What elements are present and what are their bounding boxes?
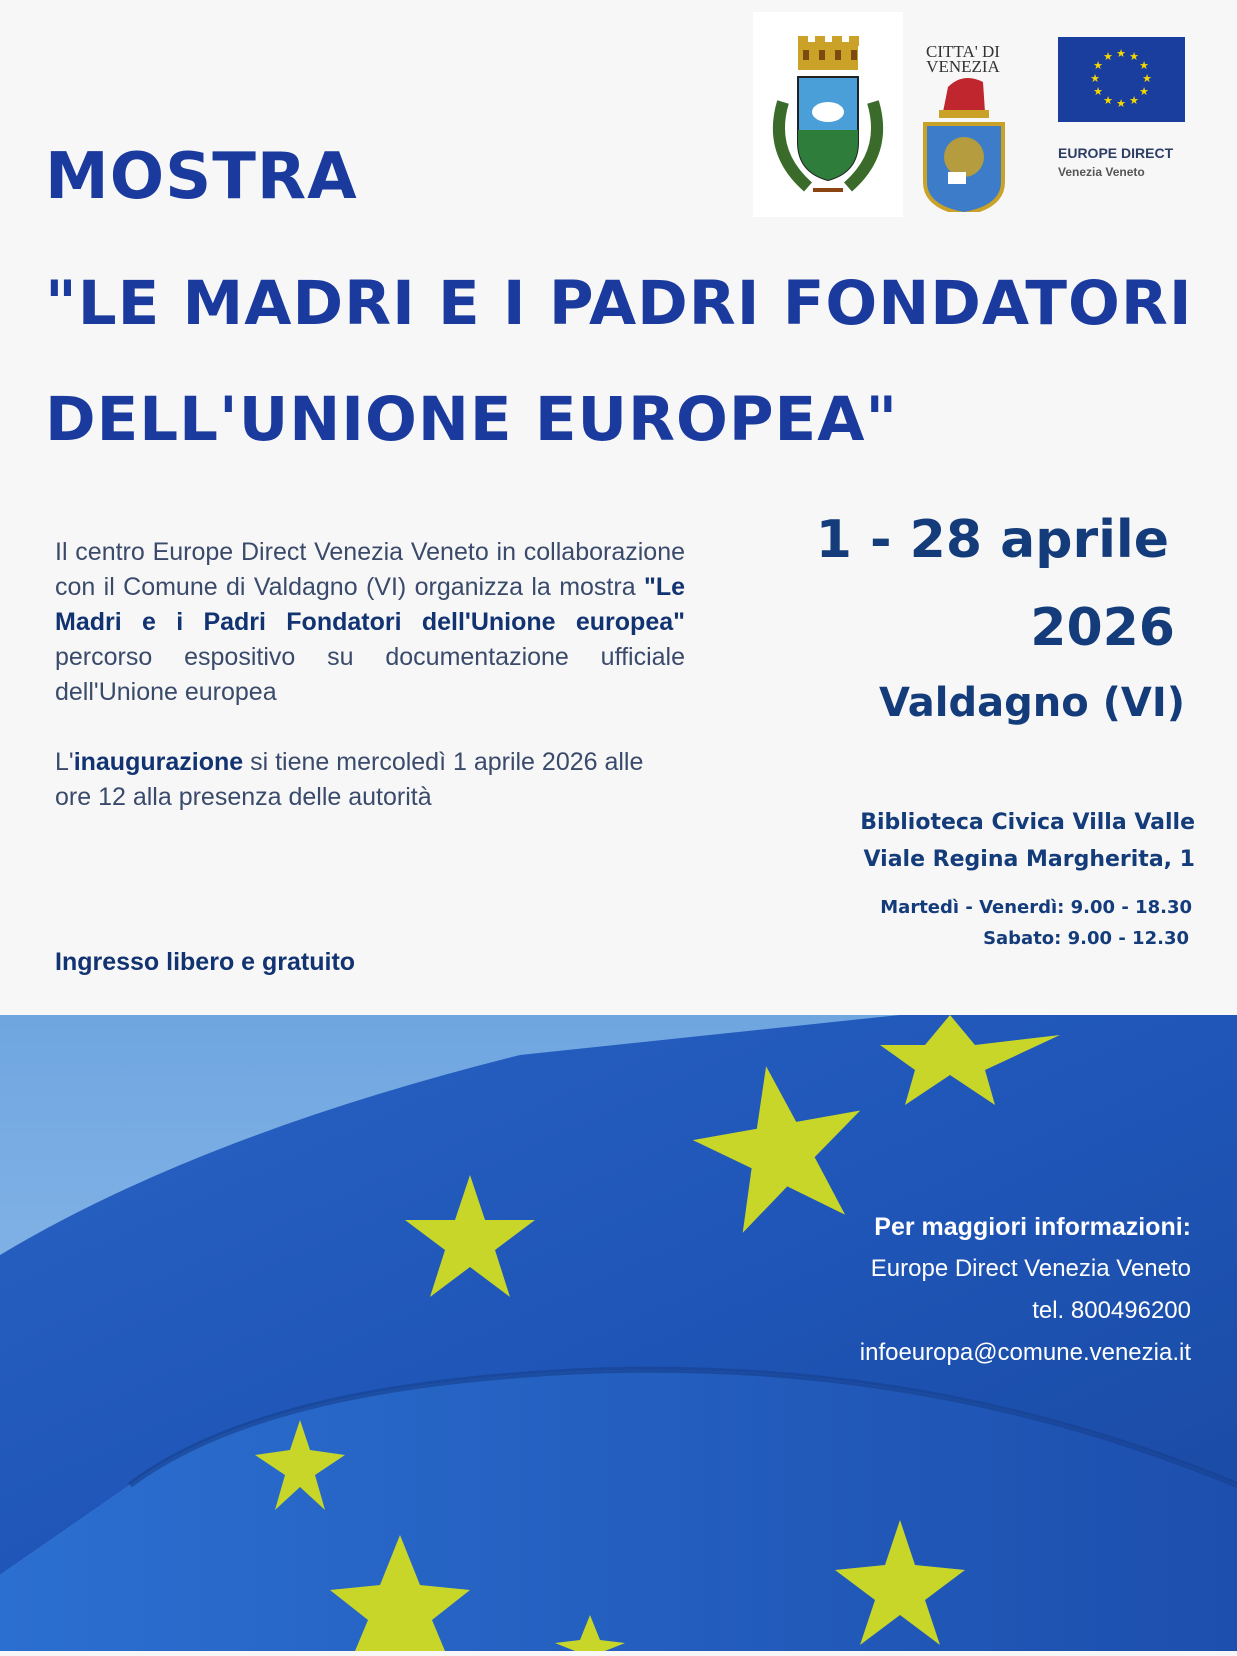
title-line-3: DELL'UNIONE EUROPEA" <box>45 384 899 455</box>
venezia-logo-text: CITTA' DI VENEZIA <box>926 42 1000 76</box>
venue-address: Viale Regina Margherita, 1 <box>863 847 1195 872</box>
hours-saturday: Sabato: 9.00 - 12.30 <box>983 928 1189 949</box>
description-exhibit-title: "Le Madri e i Padri Fondatori dell'Unione europea" <box>55 573 685 636</box>
valdagno-coat-of-arms-logo <box>753 12 903 217</box>
entry-info: Ingresso libero e gratuito <box>55 948 356 976</box>
europe-direct-name: EUROPE DIRECT <box>1058 145 1174 161</box>
inauguration-paragraph <box>55 745 685 815</box>
info-heading: Per maggiori informazioni: <box>874 1213 1191 1241</box>
hours-weekdays: Martedì - Venerdì: 9.00 - 18.30 <box>880 897 1192 918</box>
event-place: Valdagno (VI) <box>878 680 1185 726</box>
description-text-1: Il centro Europe Direct Venezia Veneto in collaborazione con il Comune di Valdagno (VI) organizza la mostra <box>55 538 685 601</box>
europe-direct-logo <box>1058 37 1185 187</box>
svg-text:★: ★ <box>1129 94 1139 107</box>
logos-header <box>753 12 1185 218</box>
svg-text:★: ★ <box>1103 50 1113 63</box>
europe-direct-subtitle: Venezia Veneto <box>1058 165 1145 179</box>
description-text-2: percorso espositivo su documentazione ufficiale dell'Unione europea <box>55 643 685 706</box>
inauguration-prefix: L' <box>55 748 74 776</box>
venue-name: Biblioteca Civica Villa Valle <box>860 810 1195 835</box>
eu-flag-icon <box>1058 37 1185 122</box>
eu-flag-photo <box>0 1015 1237 1651</box>
citta-di-venezia-logo <box>913 32 1013 212</box>
svg-text:★: ★ <box>1090 72 1100 85</box>
svg-text:★: ★ <box>1129 50 1139 63</box>
svg-text:★: ★ <box>1116 47 1126 60</box>
svg-text:★: ★ <box>1116 97 1126 110</box>
svg-text:★: ★ <box>1093 59 1103 72</box>
svg-text:★: ★ <box>1093 85 1103 98</box>
svg-text:★: ★ <box>1142 72 1152 85</box>
svg-text:★: ★ <box>1139 85 1149 98</box>
title-line-2: "LE MADRI E I PADRI FONDATORI <box>45 268 1193 339</box>
inauguration-text: si tiene mercoledì 1 aprile 2026 alle ore 12 alla presenza delle autorità <box>55 748 644 811</box>
inauguration-keyword: inaugurazione <box>73 748 244 776</box>
title-line-1: MOSTRA <box>45 140 358 214</box>
date-year: 2026 <box>1030 598 1175 658</box>
date-range: 1 - 28 aprile <box>815 510 1169 570</box>
description-paragraph <box>55 535 685 710</box>
info-email-link[interactable]: infoeuropa@comune.venezia.it <box>859 1339 1191 1366</box>
info-telephone[interactable]: tel. 800496200 <box>1032 1297 1191 1324</box>
svg-text:★: ★ <box>1103 94 1113 107</box>
info-organization: Europe Direct Venezia Veneto <box>870 1255 1191 1282</box>
svg-text:★: ★ <box>1139 59 1149 72</box>
